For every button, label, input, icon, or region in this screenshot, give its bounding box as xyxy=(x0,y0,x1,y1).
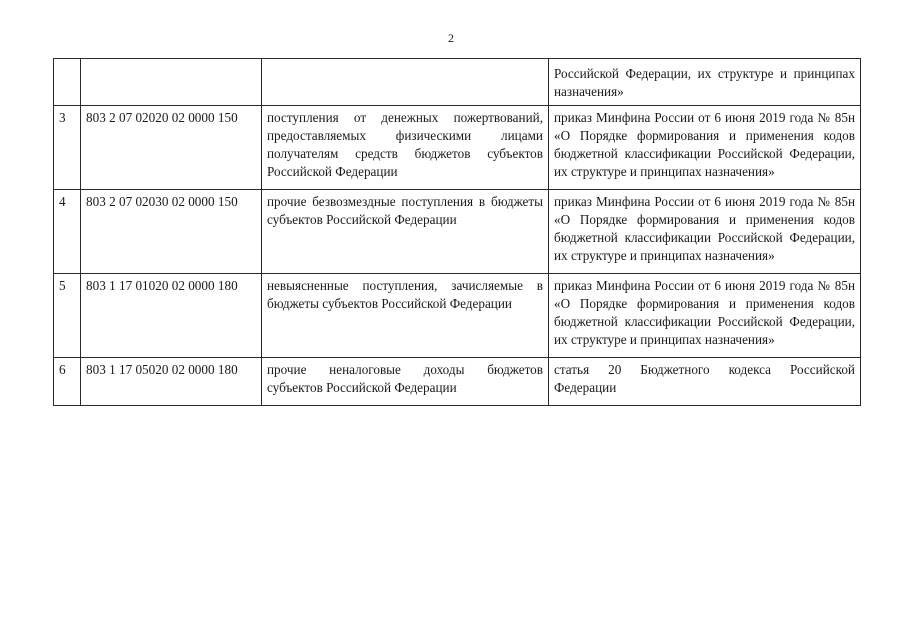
row-number-cell: 6 xyxy=(54,358,81,406)
revenue-name-cell: прочие безвозмездные поступления в бюджеты субъектов Российской Федерации xyxy=(262,190,549,274)
row-number-cell: 5 xyxy=(54,274,81,358)
page-number: 2 xyxy=(448,31,454,45)
row-number-cell: 4 xyxy=(54,190,81,274)
budget-code-cell: 803 2 07 02020 02 0000 150 xyxy=(81,106,262,190)
budget-code-cell: 803 1 17 01020 02 0000 180 xyxy=(81,274,262,358)
table-row xyxy=(54,358,861,406)
revenue-name-cell: поступления от денежных пожертвований, предоставляемых физическими лицами получателям средств бюджетов субъектов Российской Федерации xyxy=(262,106,549,190)
legal-basis-cell: приказ Минфина России от 6 июня 2019 года № 85н «О Порядке формирования и применения кодов бюджетной классификации Российской Федерации, их структуре и принципах назначения» xyxy=(549,190,861,274)
budget-code-cell: 803 1 17 05020 02 0000 180 xyxy=(81,358,262,406)
revenue-name-cell: невыясненные поступления, зачисляемые в бюджеты субъектов Российской Федерации xyxy=(262,274,549,358)
row-number-cell: 3 xyxy=(54,106,81,190)
revenue-codes-table xyxy=(53,58,861,406)
legal-basis-cell: Российской Федерации, их структуре и принципах назначения» xyxy=(549,59,861,106)
revenue-name-cell xyxy=(262,59,549,106)
revenue-name-cell: прочие неналоговые доходы бюджетов субъектов Российской Федерации xyxy=(262,358,549,406)
legal-basis-cell: приказ Минфина России от 6 июня 2019 года № 85н «О Порядке формирования и применения кодов бюджетной классификации Российской Федерации, их структуре и принципах назначения» xyxy=(549,274,861,358)
legal-basis-cell: приказ Минфина России от 6 июня 2019 года № 85н «О Порядке формирования и применения кодов бюджетной классификации Российской Федерации, их структуре и принципах назначения» xyxy=(549,106,861,190)
budget-code-cell xyxy=(81,59,262,106)
budget-code-cell: 803 2 07 02030 02 0000 150 xyxy=(81,190,262,274)
row-number-cell xyxy=(54,59,81,106)
table-row-continued xyxy=(54,59,861,106)
table-row xyxy=(54,106,861,190)
table-row xyxy=(54,274,861,358)
legal-basis-cell: статья 20 Бюджетного кодекса Российской Федерации xyxy=(549,358,861,406)
table-row xyxy=(54,190,861,274)
